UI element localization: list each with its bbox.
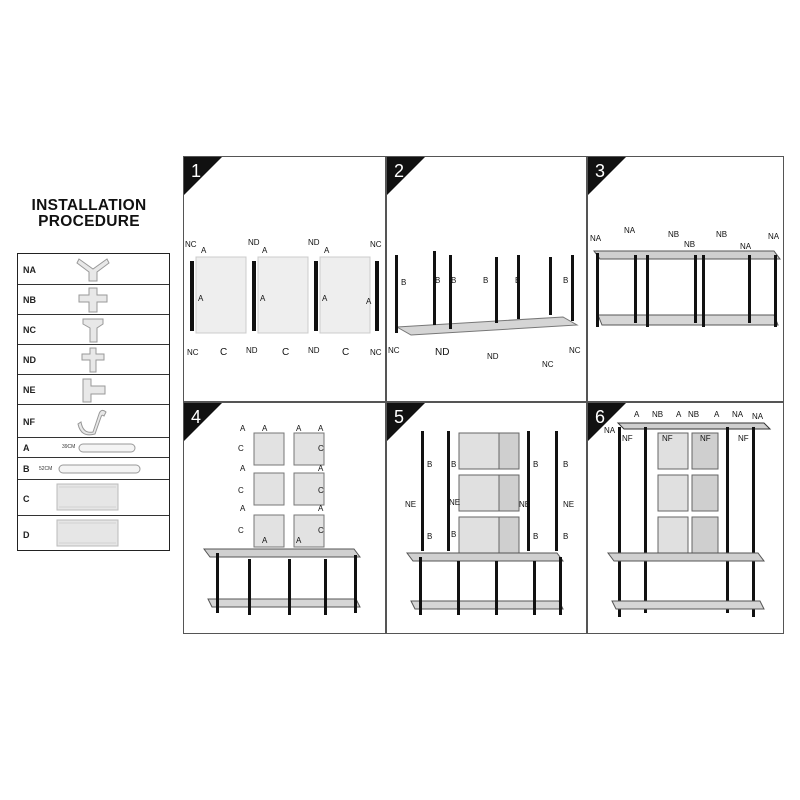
label-nb: NB [668,230,680,239]
part-row-na [18,254,169,284]
label-na: NA [624,226,636,235]
label-b: B [451,460,457,469]
label-nd: ND [308,346,320,355]
label-nf: NF [700,434,711,443]
part-row-a [18,437,169,458]
tube-b-icon [58,462,142,476]
label-c: C [238,486,244,495]
nb-connector-icon [73,286,113,314]
part-label: NB [23,295,36,305]
part-label: ND [23,355,36,365]
step-number: 5 [394,407,405,427]
part-label: NC [23,325,36,335]
step-1-diagram [184,157,386,402]
part-row-nb [18,284,169,315]
label-ne: NE [405,500,417,509]
part-row-d [18,515,169,551]
title-line-1: INSTALLATION [31,197,147,214]
parts-table [17,253,170,551]
label-b: B [563,276,569,285]
part-row-b [18,457,169,480]
label-b: B [451,530,457,539]
label-b: B [483,276,489,285]
step-number: 4 [191,407,202,427]
part-label: D [23,530,30,540]
label-na: NA [590,234,602,243]
label-nd: ND [308,238,320,247]
label-a: A [262,536,268,545]
label-ne: NE [563,500,575,509]
panel-d-icon [56,518,120,550]
step-6-diagram [588,403,784,634]
label-nf: NF [662,434,673,443]
label-b: B [563,532,569,541]
label-na: NA [752,412,764,421]
label-nf: NF [622,434,633,443]
label-c: C [238,444,244,453]
step-4-diagram [184,403,386,634]
ne-connector-icon [73,376,113,404]
label-na: NA [768,232,780,241]
step-5-diagram [387,403,587,634]
step-2-diagram [387,157,587,402]
part-label: B [23,464,30,474]
label-b: B [427,532,433,541]
label-c: C [318,444,324,453]
label-nc: NC [569,346,581,355]
step-number: 3 [595,161,606,181]
label-c: C [282,347,290,358]
label-c: C [238,526,244,535]
part-label: A [23,443,30,453]
label-b: B [563,460,569,469]
label-nc: NC [370,348,382,357]
steps-grid [183,156,784,634]
label-b: B [515,276,521,285]
label-nd: ND [487,352,499,361]
label-c: C [318,486,324,495]
panel-c-icon [56,482,120,514]
nf-hook-icon [73,406,113,436]
label-c: C [318,526,324,535]
part-row-nc [18,314,169,345]
label-na: NA [740,242,752,251]
label-nc: NC [187,348,199,357]
nd-connector-icon [73,346,113,374]
label-nb: NB [688,410,700,419]
tube-a-icon [78,441,138,455]
label-a: A [318,464,324,473]
part-label: NA [23,265,36,275]
label-a: A [634,410,640,419]
label-nd: ND [435,347,450,358]
label-ne: NE [449,498,461,507]
label-nc: NC [370,240,382,249]
label-b: B [451,276,457,285]
label-nd: ND [248,238,260,247]
step-2-panel [386,156,587,402]
label-a: A [262,424,268,433]
step-number: 1 [191,161,202,181]
label-na: NA [732,410,744,419]
step-5-panel [386,402,587,634]
label-b: B [533,532,539,541]
title-line-2: PROCEDURE [38,213,140,230]
step-number: 2 [394,161,405,181]
label-a: A [240,504,246,513]
label-na: NA [604,426,616,435]
page-title [18,198,160,230]
label-a: A [676,410,682,419]
label-a: A [240,424,246,433]
label-c: C [220,347,228,358]
label-a: A [260,294,266,303]
label-nc: NC [185,240,197,249]
label-a: A [198,294,204,303]
label-a: A [366,297,372,306]
part-row-c [18,479,169,516]
label-b: B [427,460,433,469]
label-a: A [262,246,268,255]
part-row-nd [18,344,169,375]
label-nf: NF [738,434,749,443]
label-a: A [240,464,246,473]
step-number: 6 [595,407,606,427]
label-a: A [322,294,328,303]
label-a: A [296,424,302,433]
label-a: A [201,246,207,255]
nc-connector-icon [73,316,113,344]
step-1-panel [183,156,386,402]
label-b: B [533,460,539,469]
label-ne: NE [519,500,531,509]
label-nb: NB [652,410,664,419]
part-row-nf [18,404,169,438]
part-row-ne [18,374,169,405]
part-size: 52CM [39,466,53,472]
part-label: NF [23,417,35,427]
label-nb: NB [684,240,696,249]
step-3-panel [587,156,784,402]
part-label: NE [23,385,36,395]
label-b: B [401,278,407,287]
label-nc: NC [542,360,554,369]
part-label: C [23,494,30,504]
label-nb: NB [716,230,728,239]
label-a: A [324,246,330,255]
label-c: C [342,347,350,358]
label-nc: NC [388,346,400,355]
step-3-diagram [588,157,784,402]
label-a: A [714,410,720,419]
label-a: A [318,424,324,433]
label-b: B [435,276,441,285]
step-6-panel [587,402,784,634]
label-nd: ND [246,346,258,355]
label-a: A [296,536,302,545]
step-4-panel [183,402,386,634]
label-a: A [318,504,324,513]
na-connector-icon [73,255,113,283]
part-size: 39CM [62,444,76,450]
